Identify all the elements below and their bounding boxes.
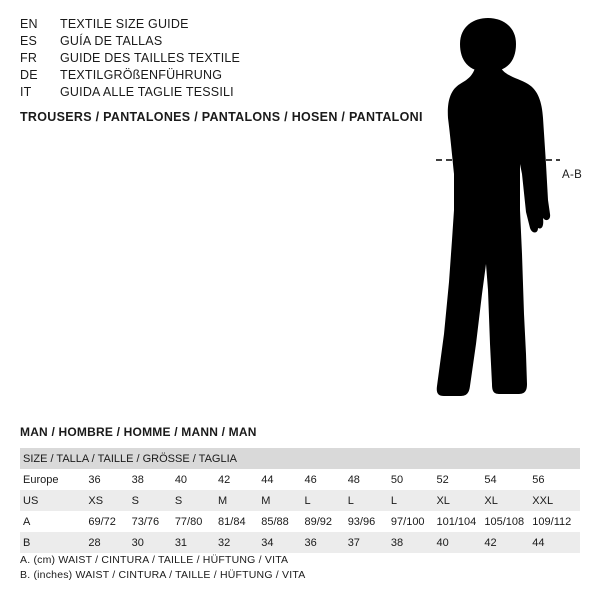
cell: 101/104 [436,515,477,528]
cell: 28 [88,536,101,549]
cell: 81/84 [218,515,246,528]
cell: 109/112 [532,515,572,528]
measure-label-ab: A-B [562,169,583,181]
cell: 77/80 [174,515,203,528]
language-text: TEXTILGRÖßENFÜHRUNG [60,68,223,82]
cell: 85/88 [261,515,289,528]
cell: S [174,494,183,507]
language-text: TEXTILE SIZE GUIDE [60,17,189,31]
cell: 30 [131,536,144,549]
cell: 56 [532,473,545,486]
cell: 40 [174,473,188,486]
section-title: TROUSERS / PANTALONES / PANTALONS / HOSEN / PANTALONI [20,110,423,124]
cell: 73/76 [131,515,160,528]
language-code: DE [20,68,38,82]
cell: XL [436,494,450,507]
cell: 69/72 [88,515,116,528]
cell: 38 [390,536,404,549]
table-row [20,490,580,511]
row-label: A [23,515,31,528]
cell: M [261,494,271,507]
language-code: IT [20,85,32,99]
cell: XXL [532,494,554,507]
table-header-row [20,448,580,469]
cell: 48 [347,473,360,486]
cell: 40 [436,536,449,549]
figure-illustration [400,14,590,414]
cell: XS [88,494,104,507]
cell: 89/92 [304,515,332,528]
cell: 54 [484,473,497,486]
cell: XL [484,494,498,507]
language-row [20,50,360,67]
cell: L [347,494,354,507]
language-text: GUIDA ALLE TAGLIE TESSILI [60,85,234,99]
cell: 42 [218,473,231,486]
table-header-cell: SIZE / TALLA / TAILLE / GRÖSSE / TAGLIA [23,452,237,465]
row-label: B [23,536,31,549]
cell: 36 [88,473,101,486]
cell: 36 [304,536,317,549]
cell: M [218,494,228,507]
cell: S [131,494,139,507]
table-row [20,532,580,553]
language-code: EN [20,17,38,31]
cell: 93/96 [347,515,376,528]
cell: 44 [261,473,274,486]
cell: 52 [436,473,449,486]
row-label: Europe [23,473,59,486]
table-title: MAN / HOMBRE / HOMME / MANN / MAN [20,425,257,439]
cell: 34 [261,536,274,549]
footnotes [20,553,305,583]
cell: 46 [304,473,317,486]
language-text: GUIDE DES TAILLES TEXTILE [60,51,241,65]
cell: 32 [218,536,231,549]
cell: L [390,494,398,507]
cell: 31 [174,536,188,549]
cell: 42 [484,536,497,549]
cell: 97/100 [390,515,425,528]
footnote-b: B. (inches) WAIST / CINTURA / TAILLE / HÜFTUNG / VITA [20,569,306,581]
language-code: FR [20,51,38,65]
table-row [20,511,580,532]
footnote-a: A. (cm) WAIST / CINTURA / TAILLE / HÜFTUNG / VITA [20,554,289,566]
cell: L [304,494,311,507]
language-code: ES [20,34,38,48]
cell: 37 [347,536,360,549]
language-list [20,16,360,101]
cell: 44 [532,536,545,549]
table-row [20,469,580,490]
cell: 50 [390,473,404,486]
row-label: US [23,494,39,507]
language-text: GUÍA DE TALLAS [60,34,163,48]
cell: 38 [131,473,144,486]
language-row [20,67,360,84]
man-silhouette-icon [400,14,590,414]
cell: 105/108 [484,515,525,528]
size-table [20,448,580,553]
language-row [20,16,360,33]
language-row [20,33,360,50]
language-row [20,84,360,101]
